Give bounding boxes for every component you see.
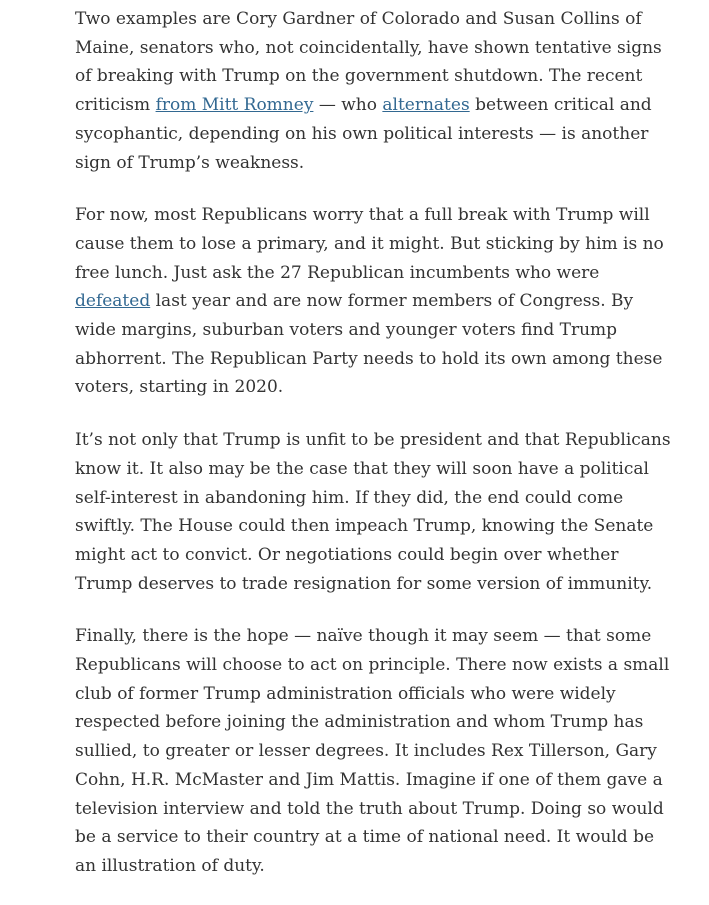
paragraph-1-text-b: — who: [313, 95, 383, 116]
link-alternates[interactable]: alternates: [382, 95, 470, 116]
paragraph-1-text-c: between critical and sycophantic, depending on his own political interests — is another sign of Trump’s weakness.: [75, 95, 652, 173]
paragraph-3: It’s not only that Trump is unfit to be president and that Republicans know it. It also may be the case that they will soon have a political self-interest in abandoning him. If they did, the end could come swiftly. The House could then impeach Trump, knowing the Senate might act to convict. Or negotiations could begin over whether Trump deserves to trade resignation for some version of immunity.: [75, 430, 671, 594]
article-body: [75, 5, 675, 905]
paragraph-4: Finally, there is the hope — naïve though it may seem — that some Republicans will choose to act on principle. There now exists a small club of former Trump administration officials who were widely respected before joining the administration and whom Trump has sullied, to greater or lesser degrees. It includes Rex Tillerson, Gary Cohn, H.R. McMaster and Jim Mattis. Imagine if one of them gave a television interview and told the truth about Trump. Doing so would be a service to their country at a time of national need. It would be an illustration of duty.: [75, 626, 670, 876]
link-from-mitt-romney[interactable]: from Mitt Romney: [155, 95, 314, 116]
paragraph-2-text-a: For now, most Republicans worry that a full break with Trump will cause them to lose a primary, and it might. But sticking by him is no free lunch. Just ask the 27 Republican incumbents who were: [75, 205, 664, 283]
paragraph-2-text-b: last year and are now former members of Congress. By wide margins, suburban voters and younger voters find Trump abhorrent. The Republican Party needs to hold its own among these voters, starting in 2020.: [75, 291, 663, 398]
paragraph-1: [75, 5, 675, 177]
paragraph-2: [75, 201, 675, 402]
link-defeated[interactable]: defeated: [75, 291, 151, 312]
paragraph-1-text-a: Two examples are Cory Gardner of Colorado and Susan Collins of Maine, senators who, not coincidentally, have shown tentative signs of breaking with Trump on the government shutdown. The recent criticism: [75, 9, 662, 116]
